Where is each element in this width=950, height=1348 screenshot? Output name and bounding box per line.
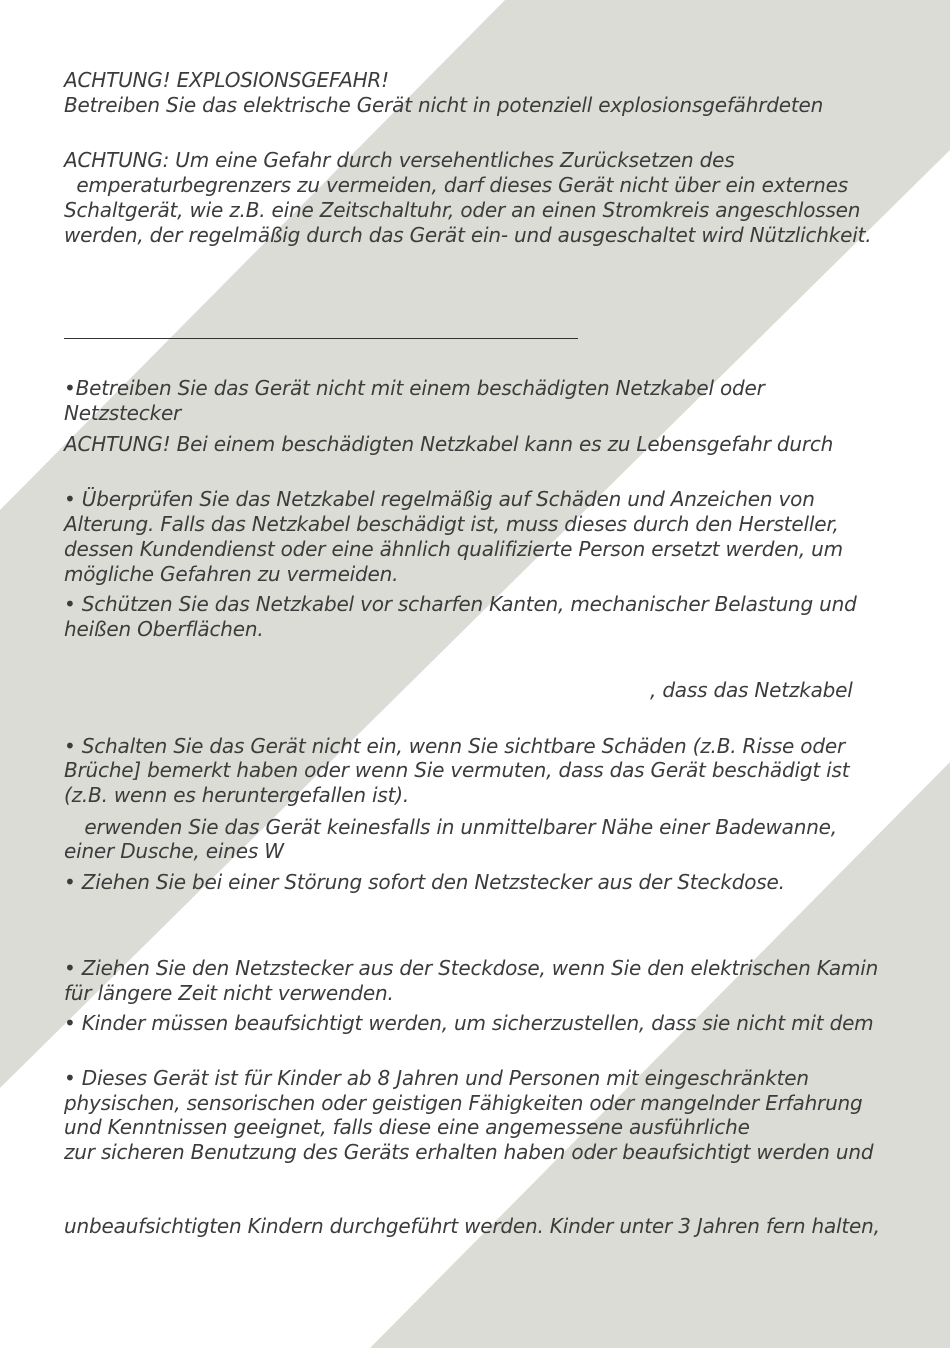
paragraph-line: Schaltgerät, wie z.B. eine Zeitschaltuhr, oder an einen Stromkreis angeschlossen [64,198,861,222]
paragraph-line: Brüche] bemerkt haben oder wenn Sie vermuten, dass das Gerät beschädigt ist [64,758,850,782]
paragraph-line: • Überprüfen Sie das Netzkabel regelmäßig auf Schäden und Anzeichen von [64,487,815,511]
paragraph-line: erwenden Sie das Gerät keinesfalls in unmittelbarer Nähe einer Badewanne, [72,815,837,839]
paragraph-line: für längere Zeit nicht verwenden. [64,981,394,1005]
paragraph-line: dessen Kundendienst oder eine ähnlich qualifizierte Person ersetzt werden, um [64,537,843,561]
paragraph-line: mögliche Gefahren zu vermeiden. [64,562,399,586]
diagonal-band-lower [370,762,950,1348]
paragraph-line: physischen, sensorischen oder geistigen Fähigkeiten oder mangelnder Erfahrung [64,1091,863,1115]
paragraph-line: emperaturbegrenzers zu vermeiden, darf dieses Gerät nicht über ein externes [64,173,848,197]
paragraph-line: (z.B. wenn es heruntergefallen ist). [64,783,409,807]
paragraph-line: Netzstecker [64,401,182,425]
paragraph-line: einer Dusche, eines W [64,839,284,863]
children-cleaning: unbeaufsichtigten Kindern durchgeführt werden. Kinder unter 3 Jahren fern halten, [64,1214,880,1238]
paragraph-line: • Dieses Gerät ist für Kinder ab 8 Jahren und Personen mit eingeschränkten [64,1066,809,1090]
paragraph-line: • Schützen Sie das Netzkabel vor scharfen Kanten, mechanischer Belastung und [64,592,857,616]
paragraph-line: ACHTUNG: Um eine Gefahr durch versehentliches Zurücksetzen des [64,148,735,172]
paragraph-line: zur sicheren Benutzung des Geräts erhalten haben oder beaufsichtigt werden und [64,1140,874,1164]
paragraph-line: • Schalten Sie das Gerät nicht ein, wenn Sie sichtbare Schäden (z.B. Risse oder [64,734,845,758]
paragraph-line: • Ziehen Sie den Netzstecker aus der Steckdose, wenn Sie den elektrischen Kamin [64,956,879,980]
paragraph-line: heißen Oberflächen. [64,617,264,641]
cable-fragment: , dass das Netzkabel [650,678,853,702]
divider-line [64,338,578,339]
bullet-malfunction: • Ziehen Sie bei einer Störung sofort den Netzstecker aus der Steckdose. [64,870,785,894]
paragraph-line: Alterung. Falls das Netzkabel beschädigt ist, muss dieses durch den Hersteller, [64,512,839,536]
bullet-children-supervise: • Kinder müssen beaufsichtigt werden, um sicherzustellen, dass sie nicht mit dem [64,1011,874,1035]
paragraph-line: werden, der regelmäßig durch das Gerät ein- und ausgeschaltet wird Nützlichkeit. [64,223,872,247]
paragraph-line: •Betreiben Sie das Gerät nicht mit einem beschädigten Netzkabel oder [64,376,765,400]
paragraph-line: und Kenntnissen geeignet, falls diese eine angemessene ausführliche [64,1115,750,1139]
warning-explosion-title: ACHTUNG! EXPLOSIONSGEFAHR! [64,68,389,92]
warning-explosion-text: Betreiben Sie das elektrische Gerät nicht in potenziell explosionsgefährdeten [64,93,824,117]
cable-warning: ACHTUNG! Bei einem beschädigten Netzkabel kann es zu Lebensgefahr durch [64,432,834,456]
